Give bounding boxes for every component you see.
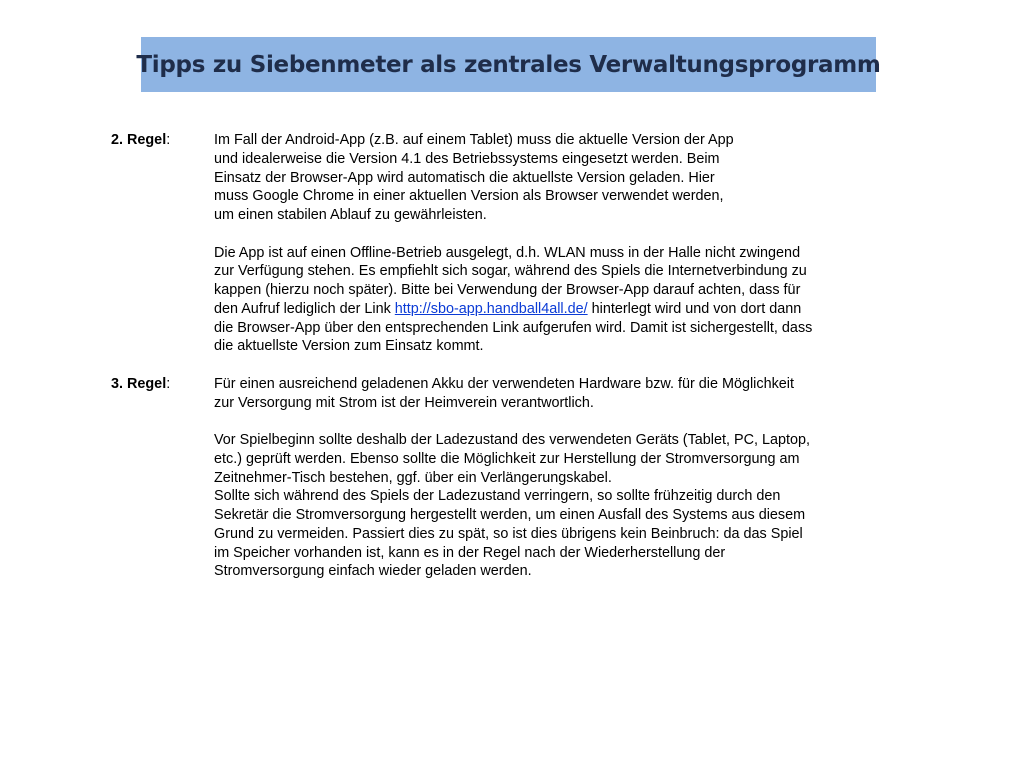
text-line: Für einen ausreichend geladenen Akku der verwendeten Hardware bzw. für die Möglichkeit [214,375,794,392]
text-line: Vor Spielbeginn sollte deshalb der Ladezustand des verwendeten Geräts (Tablet, PC, Laptop, [214,432,810,448]
text-line: die Browser-App über den entsprechenden Link aufgerufen wird. Damit ist sichergestellt, dass [214,319,813,336]
text-line: Zeitnehmer-Tisch bestehen, ggf. über ein Verlängerungskabel. [214,469,612,486]
text-line: kappen (hierzu noch später). Bitte bei Verwendung der Browser-App darauf achten, dass für [214,282,801,298]
text-line: Einsatz der Browser-App wird automatisch die aktuellste Version geladen. Hier [214,169,715,186]
rule-2 [111,131,891,356]
text-line: die aktuellste Version zum Einsatz kommt. [214,338,484,355]
text-line: Die App ist auf einen Offline-Betrieb ausgelegt, d.h. WLAN muss in der Halle nicht zwingend [214,244,801,261]
text-line: muss Google Chrome in einer aktuellen Version als Browser verwendet werden, [214,188,724,205]
rule-spacer [111,356,891,375]
rule-3-paragraph-1 [214,375,891,413]
rule-2-body [214,131,891,356]
text-line: etc.) geprüft werden. Ebenso sollte die Möglichkeit zur Herstellung der Stromversorgung am [214,450,800,467]
link-line-suffix: hinterlegt wird und von dort dann [587,300,802,317]
text-line: im Speicher vorhanden ist, kann es in der Regel nach der Wiederherstellung der [214,544,726,561]
text-line-with-link [214,300,891,319]
text-line: Im Fall der Android-App (z.B. auf einem Tablet) muss die aktuelle Version der App [214,132,734,148]
title-banner [136,37,881,92]
rules-content [111,131,891,581]
paragraph-spacer [214,225,891,244]
text-line: um einen stabilen Ablauf zu gewährleisten. [214,207,487,223]
text-line: und idealerweise die Version 4.1 des Betriebssystems eingesetzt werden. Beim [214,150,720,167]
rule-3-label-colon: : [166,375,171,392]
text-line: zur Versorgung mit Strom ist der Heimverein verantwortlich. [214,394,594,411]
rule-2-label-colon: : [166,132,171,148]
text-line: Sollte sich während des Spiels der Ladezustand verringern, so sollte frühzeitig durch den [214,488,781,505]
text-line: Grund zu vermeiden. Passiert dies zu spät, so ist dies übrigens kein Beinbruch: da das Spiel [214,525,803,542]
sbo-app-link[interactable]: http://sbo-app.handball4all.de/ [394,300,588,317]
text-line: Sekretär die Stromversorgung hergestellt werden, um einen Ausfall des Systems aus diesem [214,507,806,523]
rule-2-paragraph-2 [214,244,891,357]
rule-3-paragraph-2 [214,431,891,581]
rule-2-label [111,131,214,356]
rule-3-body [214,375,891,581]
rule-2-label-bold: 2. Regel [111,132,167,148]
text-line: zur Verfügung stehen. Es empfiehlt sich sogar, während des Spiels die Internetverbindung zu [214,263,807,280]
page-title: Tipps zu Siebenmeter als zentrales Verwaltungsprogramm [136,51,881,78]
rule-3-label [111,375,214,581]
text-line: Stromversorgung einfach wieder geladen werden. [214,563,532,580]
paragraph-spacer [214,412,891,431]
rule-2-paragraph-1 [214,131,891,225]
link-line-prefix: den Aufruf lediglich der Link [214,300,395,317]
rule-3-label-bold: 3. Regel [111,375,167,392]
rule-3 [111,375,891,581]
